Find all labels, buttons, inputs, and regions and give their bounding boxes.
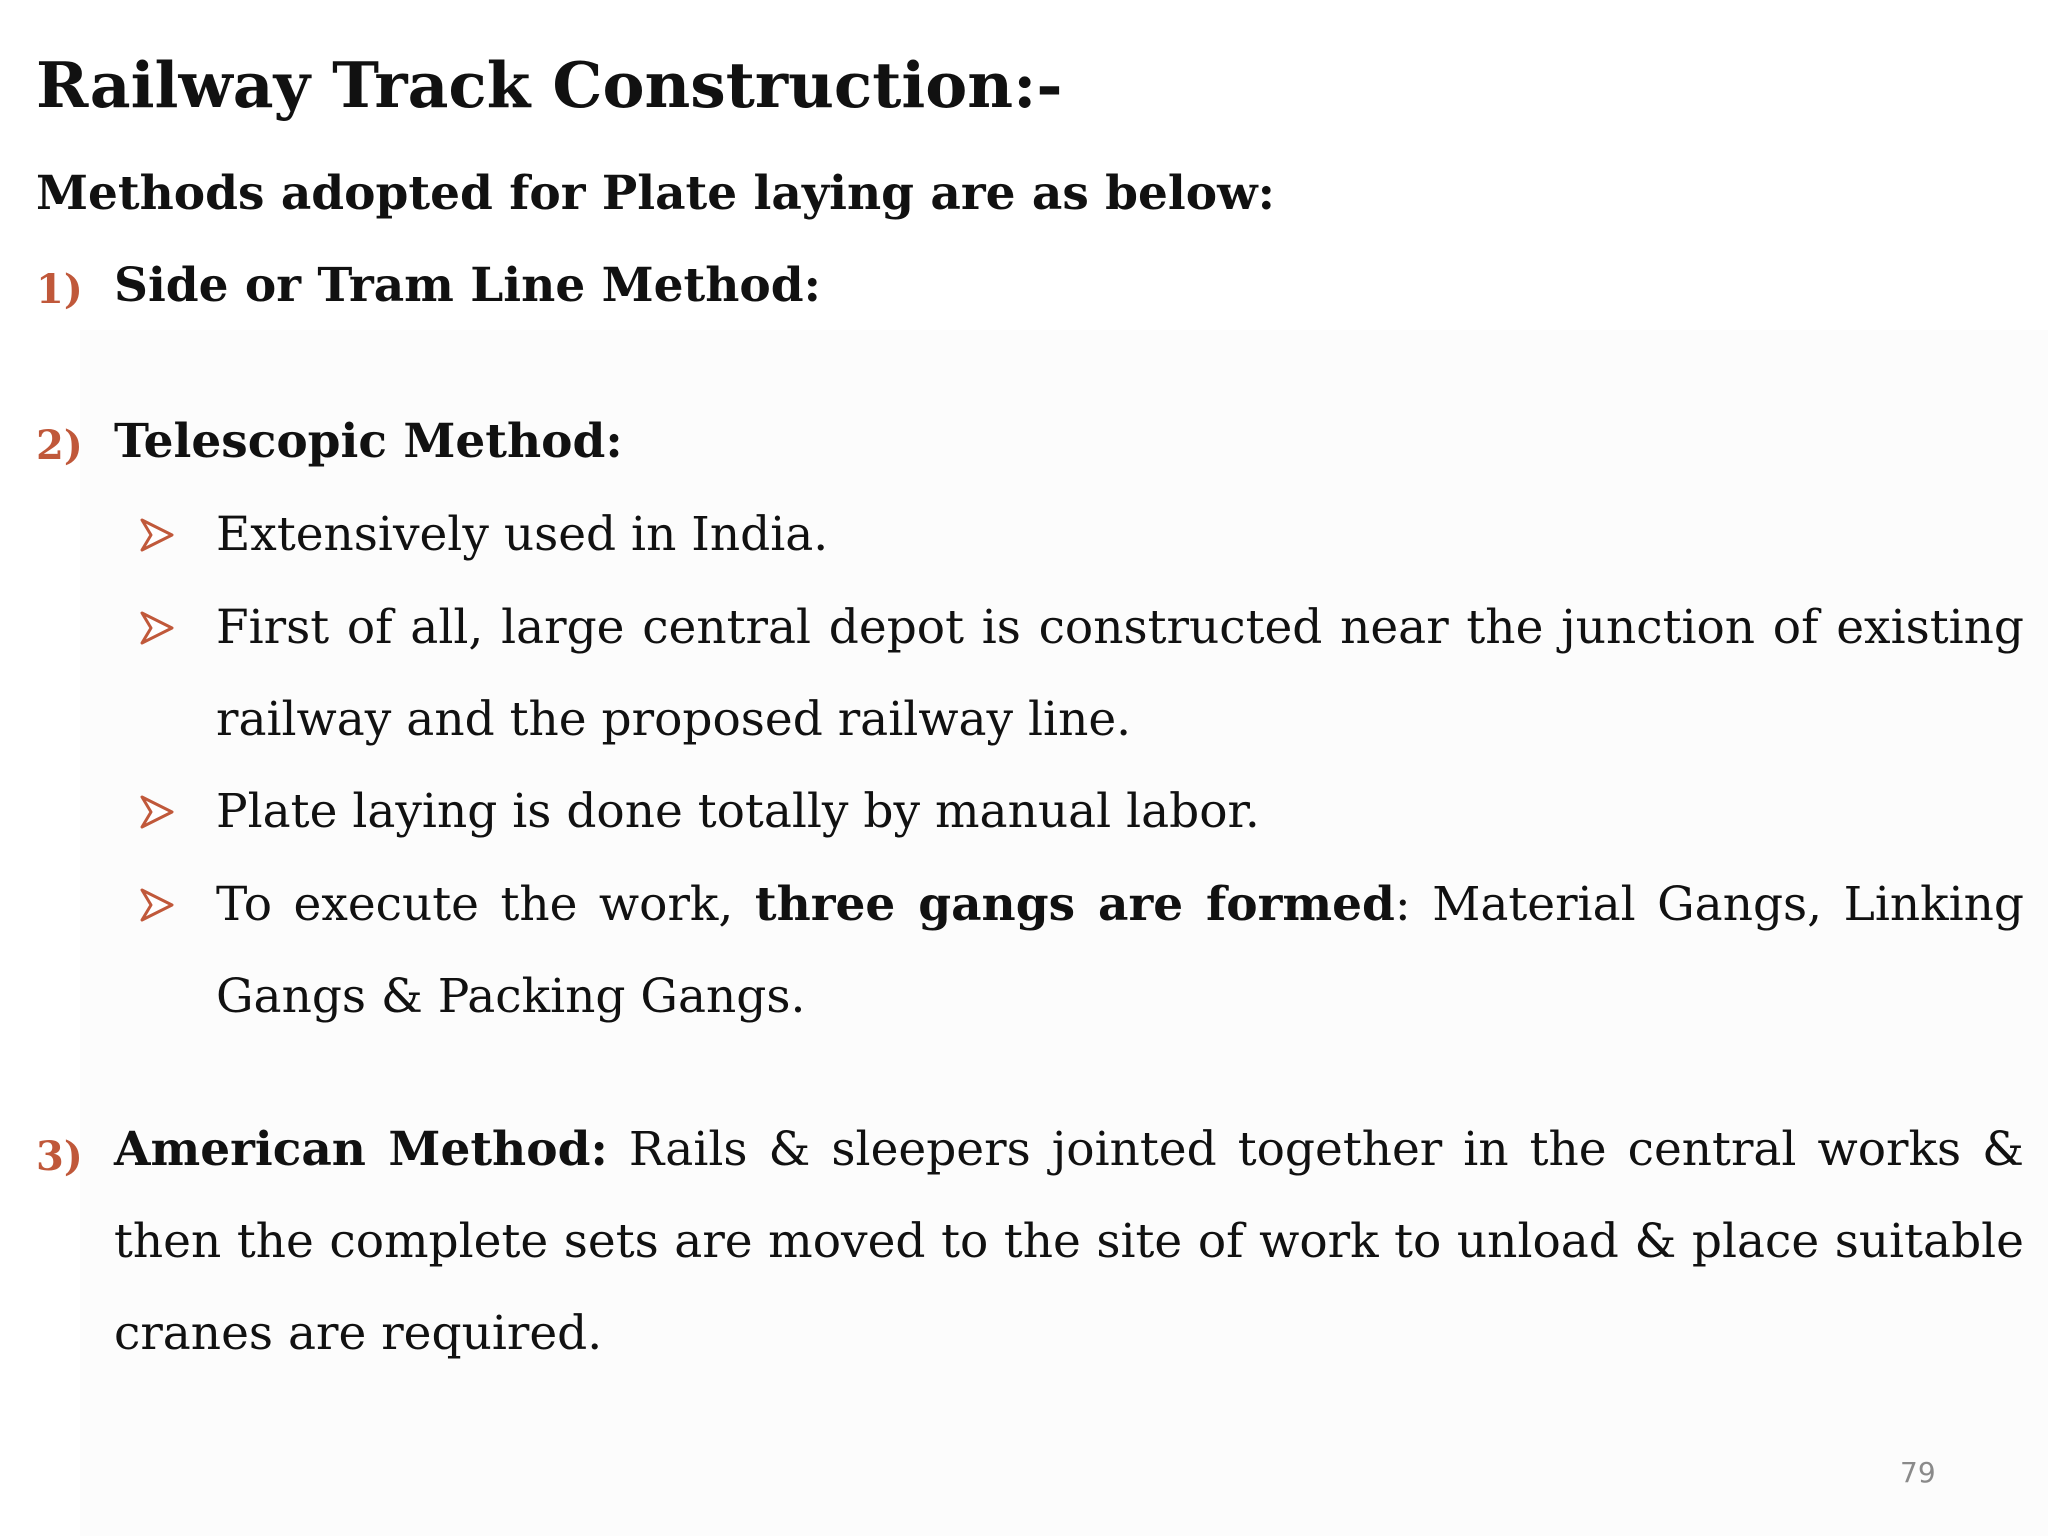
arrowhead-bullet-icon [140,611,174,645]
bullet-text-part: : Material Gangs, Linking Gangs & Packing Gangs. [216,877,2025,1024]
bullet-text [216,859,2024,1043]
arrowhead-bullet-icon [140,795,174,829]
method-heading: American Method: [114,1122,608,1177]
slide-title: Railway Track Construction:- [36,48,1063,122]
bullet-text-emphasis: three gangs are formed [754,877,1395,932]
method-heading: Telescopic Method: [114,414,623,469]
arrowhead-bullet-icon [140,518,174,552]
bullet-text: Extensively used in India. [216,507,829,562]
page-number: 79 [1900,1456,1936,1489]
bullet-text: Plate laying is done totally by manual labor. [216,784,1260,839]
bullet-text-part: To execute the work, [216,877,755,932]
method-number: 1) [36,266,83,313]
slide-subtitle: Methods adopted for Plate laying are as below: [36,166,1275,221]
method-paragraph [114,1104,2024,1380]
bullet-text: First of all, large central depot is constructed near the junction of existing railway and the proposed railway line. [216,600,2024,747]
method-number: 3) [36,1133,83,1180]
method-heading: Side or Tram Line Method: [114,258,821,313]
method-number: 2) [36,422,83,469]
arrowhead-bullet-icon [140,888,174,922]
method-description: Rails & sleepers jointed together in the central works & then the complete sets are moved to the site of work to unload & place suitable cranes are required. [114,1122,2024,1361]
